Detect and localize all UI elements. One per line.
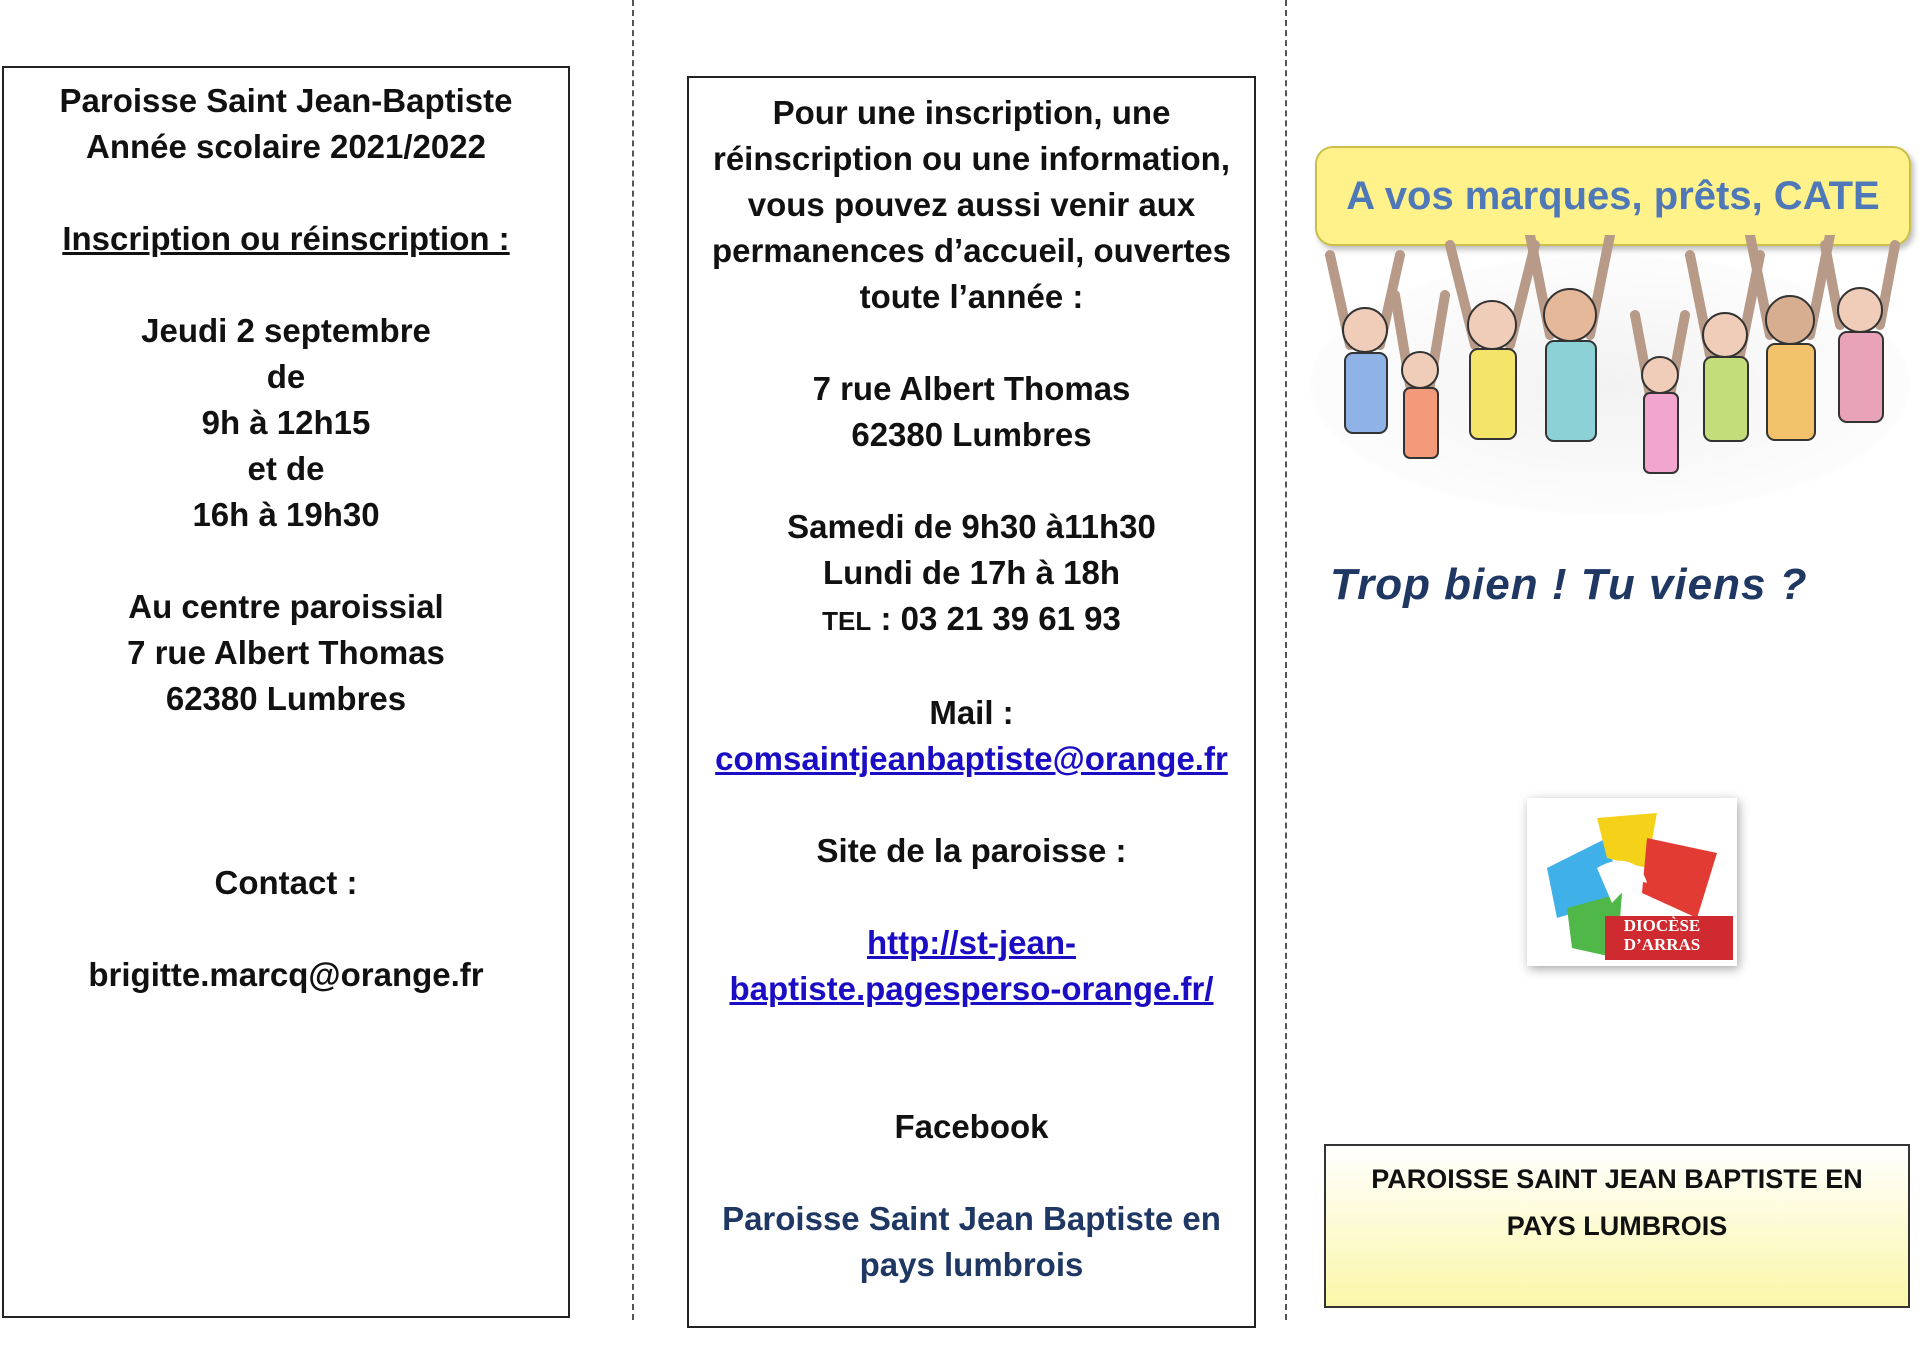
street-address: 7 rue Albert Thomas: [127, 634, 445, 671]
city-address: 62380 Lumbres: [851, 416, 1092, 453]
contact-email: brigitte.marcq@orange.fr: [88, 956, 484, 993]
phone-label: TEL: [822, 606, 872, 636]
facebook-page-name: Paroisse Saint Jean Baptiste en: [722, 1200, 1221, 1237]
fold-line-right: [1285, 0, 1287, 1320]
footer-line: PAROISSE SAINT JEAN BAPTISTE EN: [1371, 1164, 1863, 1194]
registration-date: Jeudi 2 septembre: [141, 312, 431, 349]
mail-heading: Mail :: [929, 694, 1014, 731]
street-address: 7 rue Albert Thomas: [812, 370, 1131, 407]
phone-number: : 03 21 39 61 93: [871, 600, 1121, 637]
place-name: Au centre paroissial: [128, 588, 444, 625]
saturday-hours: Samedi de 9h30 à11h30: [787, 508, 1156, 545]
logo-text-line: DIOCÈSE: [1623, 916, 1701, 935]
children-illustration: [1310, 235, 1910, 515]
city-address: 62380 Lumbres: [165, 680, 407, 717]
footer-line: PAYS LUMBROIS: [1506, 1211, 1728, 1241]
registration-panel: [2, 66, 570, 1318]
school-year: Année scolaire 2021/2022: [86, 128, 486, 165]
intro-line: réinscription ou une information,: [712, 140, 1230, 177]
intro-line: vous pouvez aussi venir aux: [747, 186, 1196, 223]
monday-hours: Lundi de 17h à 18h: [822, 554, 1121, 591]
from-label: de: [266, 358, 306, 395]
slogan: Trop bien ! Tu viens ?: [1330, 560, 1808, 609]
mail-link[interactable]: comsaintjeanbaptiste@orange.fr: [715, 740, 1228, 777]
diocese-logo: [1527, 798, 1737, 966]
and-from-label: et de: [247, 450, 325, 487]
facebook-heading: Facebook: [894, 1108, 1049, 1145]
cate-banner: A vos marques, prêts, CATE: [1315, 146, 1911, 246]
site-heading: Site de la paroisse :: [816, 832, 1127, 869]
fold-line-left: [632, 0, 634, 1320]
logo-text-line: D’ARRAS: [1623, 935, 1701, 954]
facebook-page-name: pays lumbrois: [859, 1246, 1084, 1283]
intro-line: permanences d’accueil, ouvertes: [711, 232, 1232, 269]
parish-footer-box: [1324, 1144, 1910, 1308]
intro-line: toute l’année :: [859, 278, 1084, 315]
contact-heading: Contact :: [214, 864, 358, 901]
intro-line: Pour une inscription, une: [772, 94, 1171, 131]
registration-heading: Inscription ou réinscription :: [62, 220, 510, 257]
site-link[interactable]: http://st-jean-: [867, 924, 1076, 961]
morning-hours: 9h à 12h15: [201, 404, 371, 441]
phone-line: [689, 596, 1254, 644]
info-panel: [687, 76, 1256, 1328]
parish-name: Paroisse Saint Jean-Baptiste: [59, 82, 513, 119]
site-link[interactable]: baptiste.pagesperso-orange.fr/: [729, 970, 1214, 1007]
logo-text: [1597, 916, 1727, 954]
evening-hours: 16h à 19h30: [192, 496, 380, 533]
